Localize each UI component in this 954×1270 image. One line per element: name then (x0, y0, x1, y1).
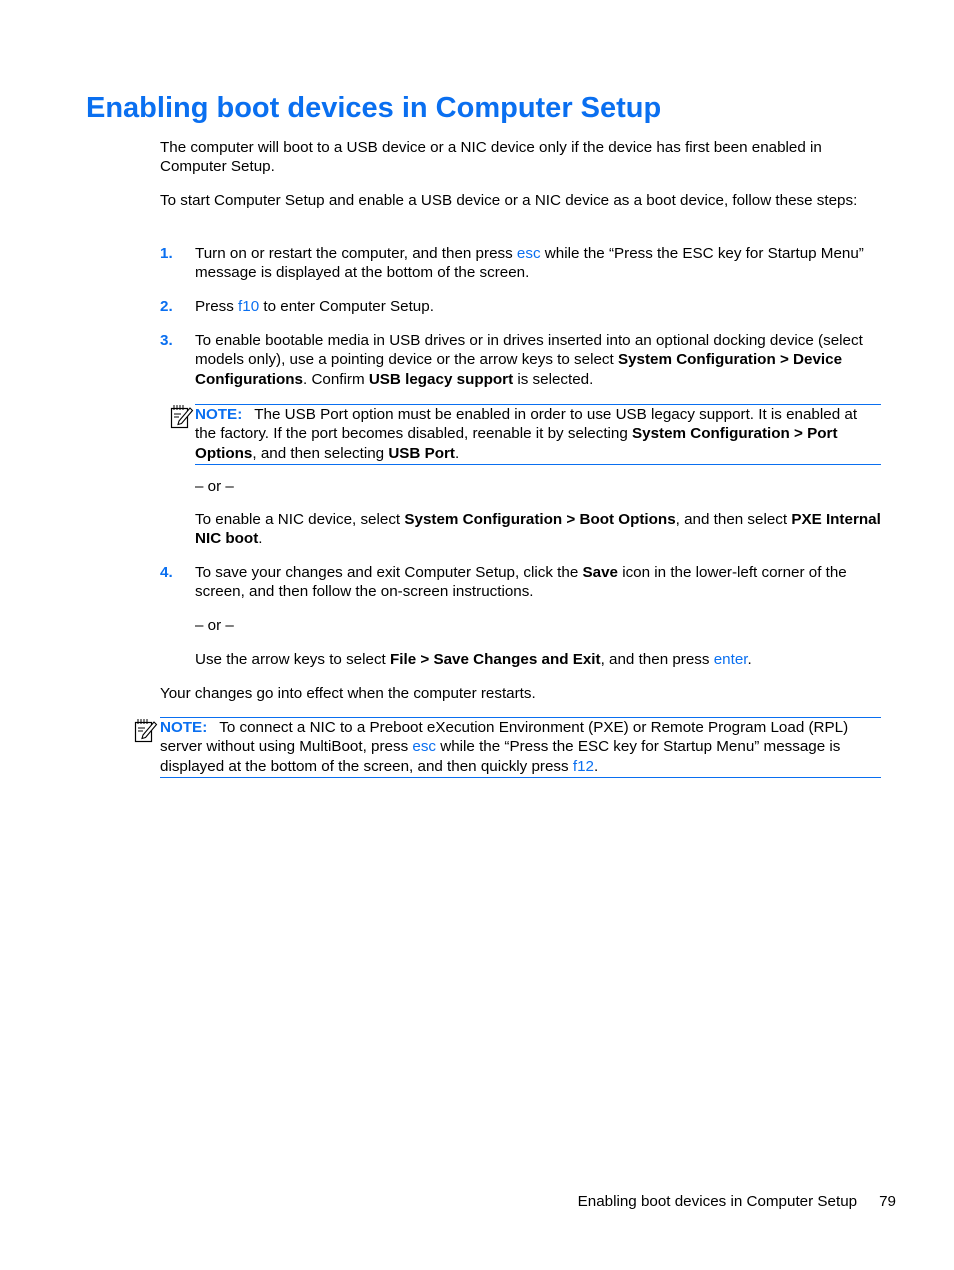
text-run: . (455, 444, 460, 462)
nic-instruction (195, 510, 881, 549)
step-number: 1. (160, 245, 173, 262)
save-label: Save (582, 564, 618, 581)
text-run: To connect a NIC to a Preboot eXecution Environment (PXE) or Remote Program Load (RPL) server without using MultiBoot, press (160, 719, 849, 756)
note-pencil-icon (134, 718, 158, 744)
text-run: while the “Press the ESC key for Startup Menu” message is displayed at the bottom of the screen. (195, 245, 864, 282)
text-run: . (593, 757, 599, 775)
or-separator: – or – (195, 478, 234, 495)
menu-path: File > Save Changes and Exit (389, 651, 601, 668)
text-run: To save your changes and exit Computer Setup, click the (195, 564, 583, 581)
text-run: while the “Press the ESC key for Startup Menu” message is displayed at the bottom of the screen, and then quickly press (160, 738, 841, 775)
setting-name: USB Port (388, 444, 455, 462)
text-run: . (747, 651, 752, 668)
text-run: Use the arrow keys to select (195, 651, 390, 668)
step-text (195, 244, 881, 283)
or-separator: – or – (195, 617, 234, 634)
text-run: , and then press (600, 651, 714, 668)
text-run: , and then selecting (252, 444, 389, 462)
page-footer (578, 1192, 896, 1211)
key-esc: esc (412, 738, 437, 756)
footer-title: Enabling boot devices in Computer Setup (577, 1193, 858, 1210)
text-run: to enter Computer Setup. (259, 298, 434, 315)
key-f10: f10 (238, 298, 260, 315)
note-label: NOTE: (160, 719, 208, 736)
menu-path: System Configuration > Boot Options (404, 511, 676, 528)
step-number: 2. (160, 298, 173, 315)
step-text (195, 563, 881, 602)
key-esc: esc (516, 245, 541, 262)
step-number: 3. (160, 332, 173, 349)
step-text (195, 297, 881, 316)
text-run: The USB Port option must be enabled in order to use USB legacy support. It is enabled at the factory. If the port becomes disabled, reenable it by selecting (195, 406, 858, 443)
menu-path: System Configuration > Device Configurations (195, 351, 843, 388)
page-number: 79 (879, 1193, 896, 1210)
text-run: To enable bootable media in USB drives or in drives inserted into an optional docking device (select models only), use a pointing device or the arrow keys to select (195, 332, 863, 369)
arrow-keys-instruction (195, 650, 881, 669)
note-label: NOTE: (195, 406, 243, 423)
note-usb-port (195, 404, 881, 465)
text-run: To enable a NIC device, select (195, 511, 405, 528)
note-pencil-icon (170, 404, 194, 430)
text-run: . Confirm (303, 370, 369, 388)
text-run: . (258, 530, 263, 548)
key-f12: f12 (572, 757, 594, 775)
text-run: is selected. (513, 370, 594, 388)
text-run: , and then select (675, 511, 792, 528)
menu-path: System Configuration > Port Options (195, 425, 838, 462)
setting-name: PXE Internal NIC boot (195, 511, 881, 548)
intro-paragraph-1: The computer will boot to a USB device or a NIC device only if the device has first been enabled in Computer Setup. (160, 139, 822, 176)
text-run: Turn on or restart the computer, and then press (195, 245, 517, 262)
step-number: 4. (160, 564, 173, 581)
note-nic-pxe (160, 717, 881, 778)
intro-paragraph-2: To start Computer Setup and enable a USB device or a NIC device as a boot device, follow these steps: (160, 192, 858, 209)
key-enter: enter (713, 651, 748, 668)
text-run: icon in the lower-left corner of the screen, and then follow the on-screen instructions. (195, 564, 847, 601)
text-run: Press (195, 298, 239, 315)
step-text (195, 331, 881, 389)
outro-paragraph: Your changes go into effect when the computer restarts. (160, 685, 536, 702)
setting-name: USB legacy support (368, 370, 514, 388)
page-title: Enabling boot devices in Computer Setup (86, 92, 662, 124)
